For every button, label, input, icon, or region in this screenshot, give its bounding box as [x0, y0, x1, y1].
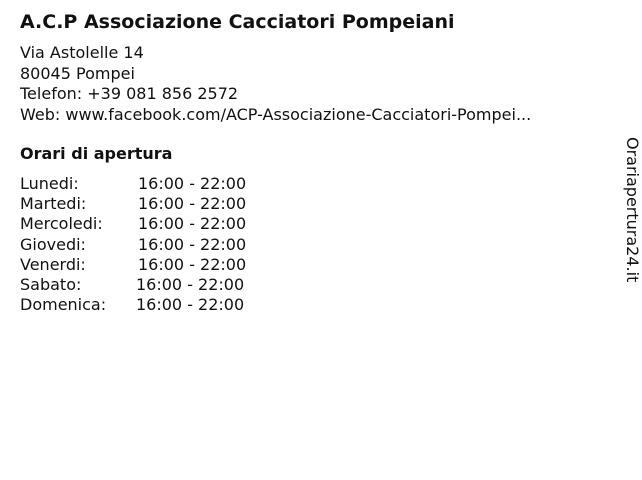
time-range: 16:00 - 22:00: [136, 295, 245, 315]
day-label: Martedi:: [20, 194, 87, 214]
time-range: 16:00 - 22:00: [138, 214, 247, 234]
day-label: Lunedi:: [20, 174, 79, 193]
business-name: A.C.P Associazione Cacciatori Pompeiani: [20, 11, 455, 33]
phone-number[interactable]: Telefon: +39 081 856 2572: [20, 84, 239, 103]
street-address: Via Astolelle 14: [20, 43, 144, 62]
city-postal: 80045 Pompei: [20, 63, 135, 83]
day-label: Sabato:: [20, 274, 82, 294]
day-label: Domenica:: [20, 295, 107, 315]
time-range: 16:00 - 22:00: [136, 274, 245, 294]
hours-heading: Orari di apertura: [20, 144, 173, 163]
day-label: Venerdi:: [20, 254, 86, 274]
day-label: Mercoledi:: [20, 214, 103, 234]
time-range: 16:00 - 22:00: [138, 234, 247, 254]
business-contact: [20, 43, 531, 125]
time-range: 16:00 - 22:00: [138, 194, 247, 214]
site-watermark: Orariapertura24.it: [623, 137, 642, 283]
time-range: 16:00 - 22:00: [138, 254, 247, 274]
website-link[interactable]: Web: www.facebook.com/ACP-Associazione-Cacciatori-Pompei...: [20, 104, 532, 124]
time-range: 16:00 - 22:00: [138, 174, 247, 193]
day-label: Giovedi:: [20, 234, 86, 254]
